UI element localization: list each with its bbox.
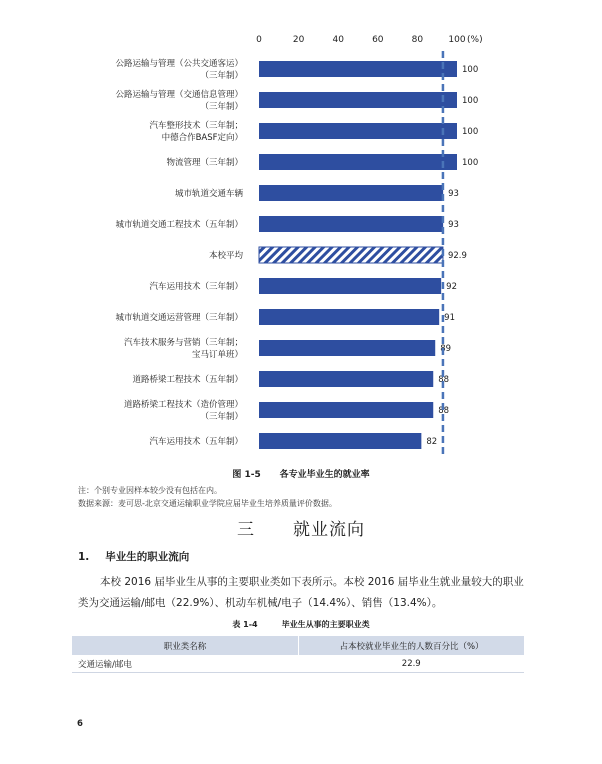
- category-label: 汽车运用技术（三年制）: [149, 282, 243, 292]
- x-tick-label: 80: [411, 35, 424, 45]
- table-header-row: [72, 636, 524, 655]
- value-label: 100: [462, 127, 479, 137]
- subsection-title: 毕业生的职业流向: [105, 551, 190, 563]
- category-label: 道路桥梁工程技术（造价管理）: [123, 400, 243, 410]
- x-tick-label: 60: [372, 35, 384, 45]
- figure-caption-text: 各专业毕业生的就业率: [279, 470, 370, 480]
- category-label: 宝马订单班）: [191, 350, 243, 360]
- section-title: [0, 515, 602, 540]
- table-row: [72, 655, 524, 673]
- value-label: 93: [448, 189, 459, 199]
- figure-caption: [0, 467, 602, 480]
- body-paragraph-line-2: 类为交通运输/邮电（22.9%）、机动车机械/电子（14.4%）、销售（13.4%）。: [78, 597, 443, 609]
- category-label: 汽车技术服务与营销（三年制；: [123, 338, 243, 348]
- body-paragraph-line-1: 本校 2016 届毕业生从事的主要职业类如下表所示。本校 2016 届毕业生就业量较大的职业: [100, 576, 524, 588]
- value-label: 100: [462, 158, 479, 168]
- category-label: 公路运输与管理（交通信息管理）: [115, 90, 243, 100]
- table-caption-text: 毕业生从事的主要职业类: [281, 620, 370, 629]
- category-label: （三年制）: [200, 102, 243, 112]
- bar: [259, 61, 457, 77]
- bar: [259, 216, 443, 232]
- bar: [259, 123, 457, 139]
- table-header-percentage: 占本校就业毕业生的人数百分比（%）: [299, 636, 525, 655]
- bar: [259, 340, 435, 356]
- bar: [259, 154, 457, 170]
- category-label: 城市轨道交通工程技术（五年制）: [115, 220, 243, 230]
- bar: [259, 92, 457, 108]
- bar: [259, 433, 421, 449]
- value-label: 88: [438, 375, 450, 385]
- bar: [259, 309, 439, 325]
- category-label: （三年制）: [200, 412, 243, 422]
- value-label: 89: [440, 344, 452, 354]
- table-caption: [0, 619, 602, 630]
- value-label: 92.9: [447, 251, 467, 261]
- category-label: 公路运输与管理（公共交通客运）: [115, 59, 243, 69]
- section-title-text: 就业流向: [293, 520, 365, 540]
- source-line: 数据来源：麦可思-北京交通运输职业学院应届毕业生培养质量评价数据。: [78, 499, 337, 508]
- page-number: 6: [77, 719, 83, 729]
- table-cell-percentage: 22.9: [299, 655, 525, 673]
- category-label: 物流管理（三年制）: [166, 158, 243, 168]
- note-line: 注：个别专业因样本较少没有包括在内。: [78, 486, 222, 495]
- category-label: 本校平均: [208, 251, 243, 261]
- figure-caption-number: 图 1-5: [232, 470, 261, 480]
- bar: [259, 371, 433, 387]
- x-tick-label: 20: [292, 35, 305, 45]
- table-caption-number: 表 1-4: [232, 620, 258, 629]
- bar: [259, 278, 441, 294]
- subsection-heading: [78, 549, 189, 564]
- category-label: 道路桥梁工程技术（五年制）: [132, 375, 243, 385]
- category-label: 中德合作BASF定向）: [161, 133, 243, 143]
- occupation-table: [72, 636, 524, 673]
- table-cell-occupation: 交通运输/邮电: [72, 655, 299, 673]
- value-label: 93: [448, 220, 459, 230]
- category-label: 汽车整形技术（三年制；: [149, 121, 243, 131]
- bar: [259, 185, 443, 201]
- value-label: 92: [446, 282, 457, 292]
- x-unit-label: (%): [467, 35, 483, 45]
- section-number: 三: [237, 520, 255, 540]
- value-label: 100: [462, 96, 479, 106]
- category-label: 汽车运用技术（五年制）: [149, 437, 243, 447]
- x-tick-label: 0: [256, 35, 262, 45]
- value-label: 82: [426, 437, 438, 447]
- value-label: 88: [438, 406, 450, 416]
- value-label: 91: [444, 313, 456, 323]
- category-label: 城市轨道交通运营管理（三年制）: [115, 313, 243, 323]
- value-label: 100: [462, 65, 479, 75]
- x-tick-label: 40: [332, 35, 344, 45]
- x-tick-label: 100: [448, 35, 466, 45]
- category-label: 城市轨道交通车辆: [174, 189, 243, 199]
- table-header-occupation: 职业类名称: [72, 636, 299, 655]
- category-label: （三年制）: [200, 71, 243, 81]
- bar: [259, 402, 433, 418]
- subsection-number: 1.: [78, 551, 90, 563]
- bar-average: [259, 247, 443, 263]
